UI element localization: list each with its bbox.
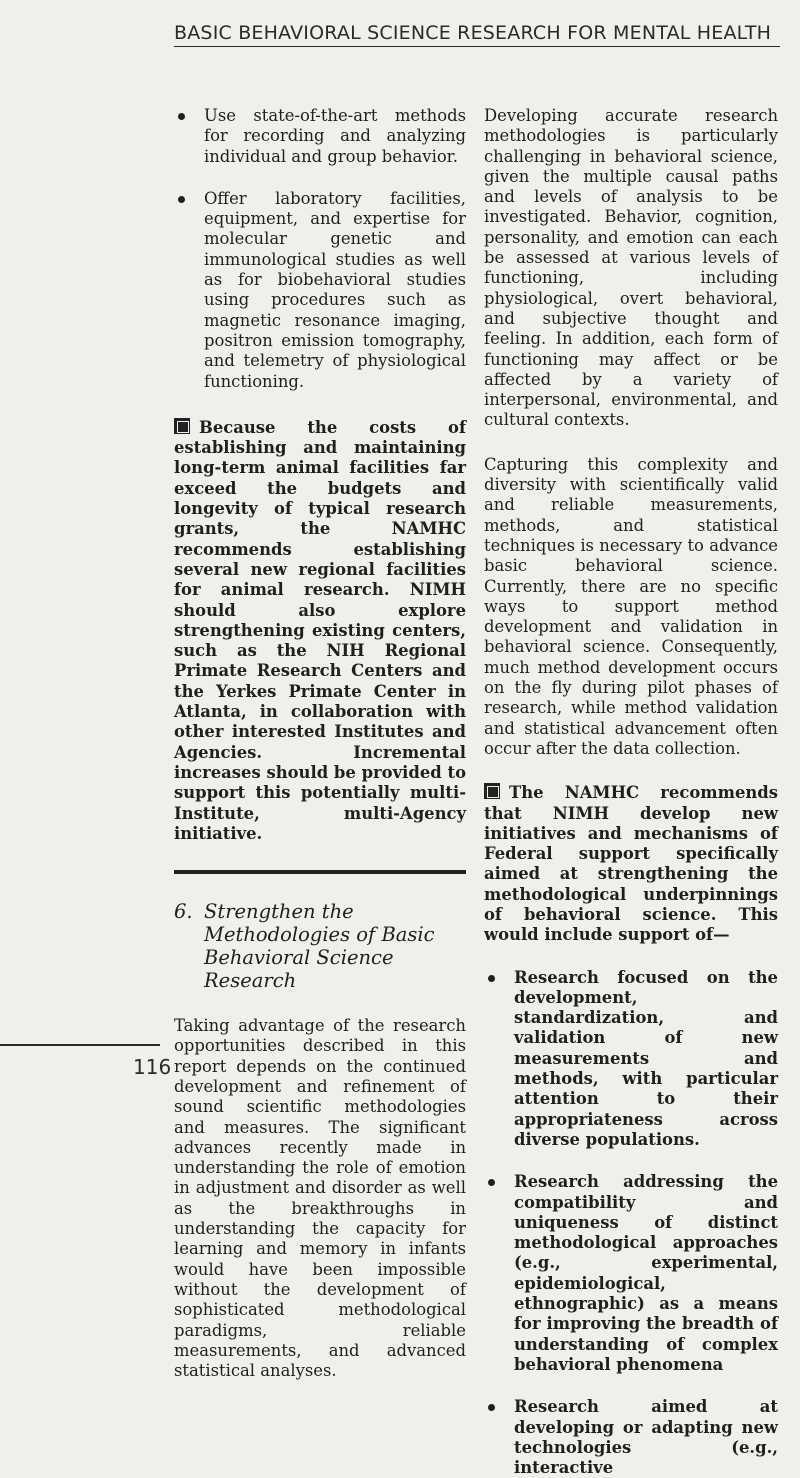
body-paragraph: Taking advantage of the research opportunities described in this report depends on the continued development and refinement of sound scientific methodologies and measures. The significant advances recently made in understanding the role of emotion in adjustment and disorder as well as the breakthroughs in understanding the capacity for learning and memory in infants would have been impossible without the development of sophisticated methodological paradigms, reliable measurements, and advanced statistical analyses.	[174, 1016, 466, 1381]
list-item	[174, 189, 466, 392]
header-rule	[174, 46, 780, 47]
bullet-icon	[488, 975, 495, 982]
section-heading	[174, 900, 466, 992]
section-divider	[174, 870, 466, 874]
list-item	[484, 1397, 778, 1478]
recommendation-paragraph	[484, 783, 778, 945]
recommendation-text: Because the costs of establishing and maintaining long-term animal facilities far exceed the budgets and longevity of typical research grants, the NAMHC recommends establishing several new regional facilities for animal research. NIMH should also explore strengthening existing centers, such as the NIH Regional Primate Research Centers and the Yerkes Primate Center in Atlanta, in collaboration with other interested Institutes and Agencies. Incremental increases should be provided to support this potentially multi-Institute, multi-Agency initiative.	[174, 417, 466, 843]
left-column	[174, 106, 466, 1381]
recommendation-square-icon	[174, 418, 190, 434]
list-item	[484, 968, 778, 1151]
bullet-icon	[488, 1404, 495, 1411]
bullet-text: Research addressing the compatibility and uniqueness of distinct methodological approaches (e.g., experimental, epidemiological, ethnographic) as a means for improving the breadth of understanding of complex behavioral phenomena	[514, 1172, 778, 1374]
section-title: Strengthen the Methodologies of Basic Behavioral Science Research	[204, 900, 435, 993]
recommendation-square-icon	[484, 783, 500, 799]
body-paragraph: Capturing this complexity and diversity with scientifically valid and reliable measurements, methods, and statistical techniques is necessary to advance basic behavioral science. Currently, there are no specific ways to support method development and validation in behavioral science. Consequently, much method development occurs on the fly during pilot phases of research, while method validation and statistical advancement often occur after the data collection.	[484, 454, 778, 758]
bullet-text: Research aimed at developing or adapting new technologies (e.g., interactive	[514, 1397, 778, 1478]
bullet-text: Research focused on the development, standardization, and validation of new measurements and methods, with particular attention to their appropriateness across diverse populations.	[514, 967, 778, 1149]
right-column	[484, 106, 778, 1478]
bullet-icon	[488, 1179, 495, 1186]
page-number: 116	[133, 1055, 172, 1079]
recommendation-text: The NAMHC recommends that NIMH develop new initiatives and mechanisms of Federal support specifically aimed at strengthening the methodological underpinnings of behavioral science. This would include support of—	[484, 783, 778, 945]
bullet-icon	[178, 196, 185, 203]
bullet-icon	[178, 113, 185, 120]
list-item	[484, 1172, 778, 1375]
left-bullet-list	[174, 106, 466, 392]
recommendation-paragraph	[174, 418, 466, 844]
right-bullet-list	[484, 968, 778, 1478]
bullet-text: Offer laboratory facilities, equipment, and expertise for molecular genetic and immunological studies as well as for biobehavioral studies using procedures such as magnetic resonance imaging, positron emission tomography, and telemetry of physiological functioning.	[204, 188, 466, 391]
list-item	[174, 106, 466, 167]
footer-rule	[0, 1044, 160, 1046]
section-number: 6.	[174, 900, 193, 924]
body-paragraph: Developing accurate research methodologies is particularly challenging in behavioral science, given the multiple causal paths and levels of analysis to be investigated. Behavior, cognition, personality, and emotion can each be assessed at various levels of functioning, including physiological, overt behavioral, and subjective thought and feeling. In addition, each form of functioning may affect or be affected by a variety of interpersonal, environmental, and cultural contexts.	[484, 106, 778, 430]
bullet-text: Use state-of-the-art methods for recording and analyzing individual and group behavior.	[204, 106, 466, 166]
running-head: BASIC BEHAVIORAL SCIENCE RESEARCH FOR MENTAL HEALTH	[174, 22, 772, 44]
